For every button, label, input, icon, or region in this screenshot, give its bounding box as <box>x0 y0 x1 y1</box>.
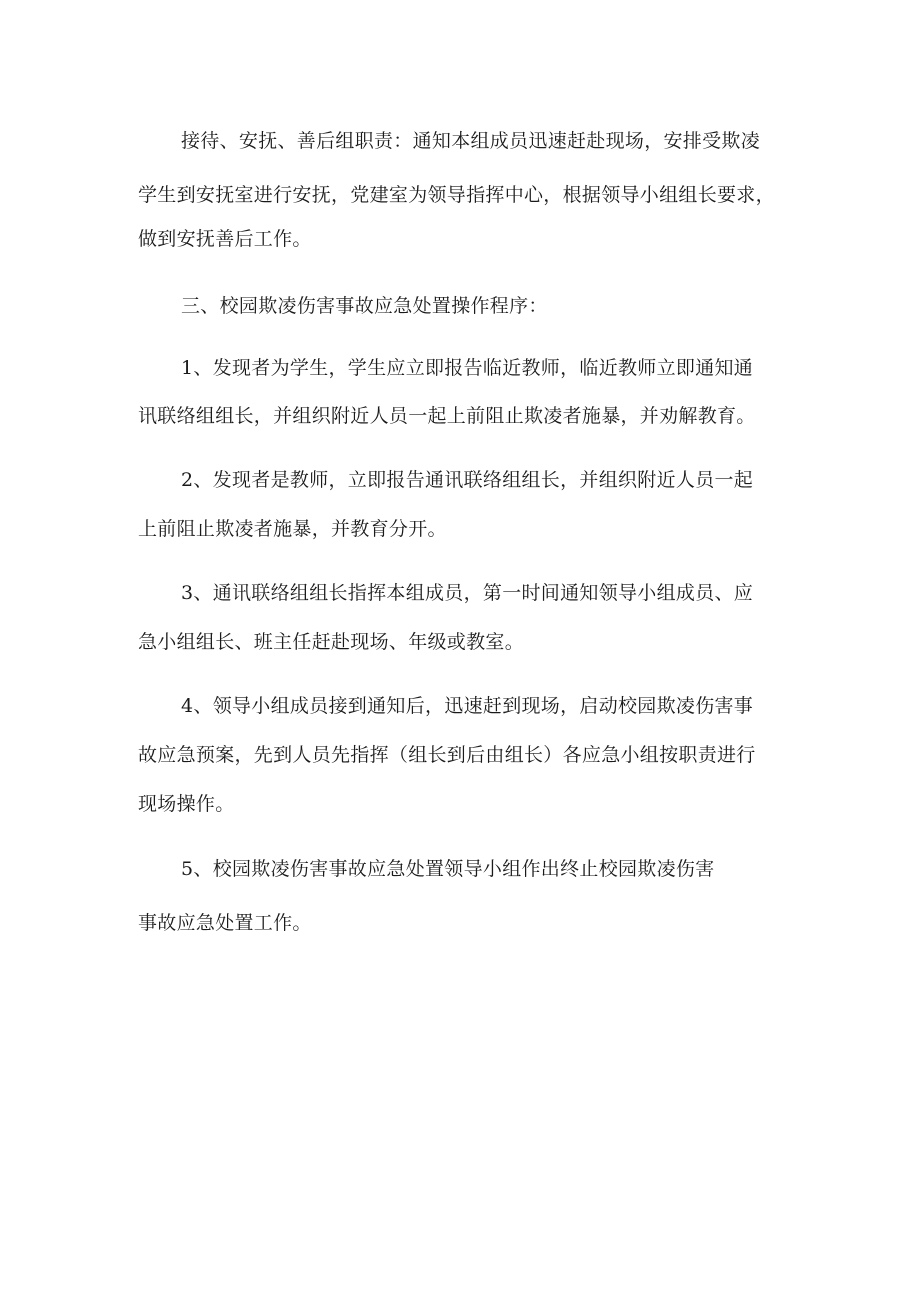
section-three-heading: 三、校园欺凌伤害事故应急处置操作程序： <box>181 295 548 317</box>
step-4-line-3: 现场操作。 <box>138 793 235 815</box>
paragraph-reception-duties-line-3: 做到安抚善后工作。 <box>138 228 312 250</box>
step-3-line-1: 3、通讯联络组组长指挥本组成员，第一时间通知领导小组成员、应 <box>181 582 754 604</box>
step-4-line-1: 4、领导小组成员接到通知后，迅速赶到现场，启动校园欺凌伤害事 <box>181 695 754 717</box>
step-1-line-1: 1、发现者为学生，学生应立即报告临近教师，临近教师立即通知通 <box>181 357 754 379</box>
step-5-line-2: 事故应急处置工作。 <box>138 912 312 934</box>
paragraph-reception-duties-line-1: 接待、安抚、善后组职责：通知本组成员迅速赶赴现场，安排受欺凌 <box>181 130 761 152</box>
step-3-line-2: 急小组组长、班主任赶赴现场、年级或教室。 <box>138 631 525 653</box>
step-2-line-1: 2、发现者是教师，立即报告通讯联络组组长，并组织附近人员一起 <box>181 469 754 491</box>
paragraph-reception-duties-line-2: 学生到安抚室进行安抚，党建室为领导指挥中心，根据领导小组组长要求， <box>138 184 775 206</box>
step-4-line-2: 故应急预案，先到人员先指挥（组长到后由组长）各应急小组按职责进行 <box>138 744 756 766</box>
step-5-line-1: 5、校园欺凌伤害事故应急处置领导小组作出终止校园欺凌伤害 <box>181 858 715 880</box>
step-1-line-2: 讯联络组组长，并组织附近人员一起上前阻止欺凌者施暴，并劝解教育。 <box>138 405 756 427</box>
step-2-line-2: 上前阻止欺凌者施暴，并教育分开。 <box>138 518 447 540</box>
